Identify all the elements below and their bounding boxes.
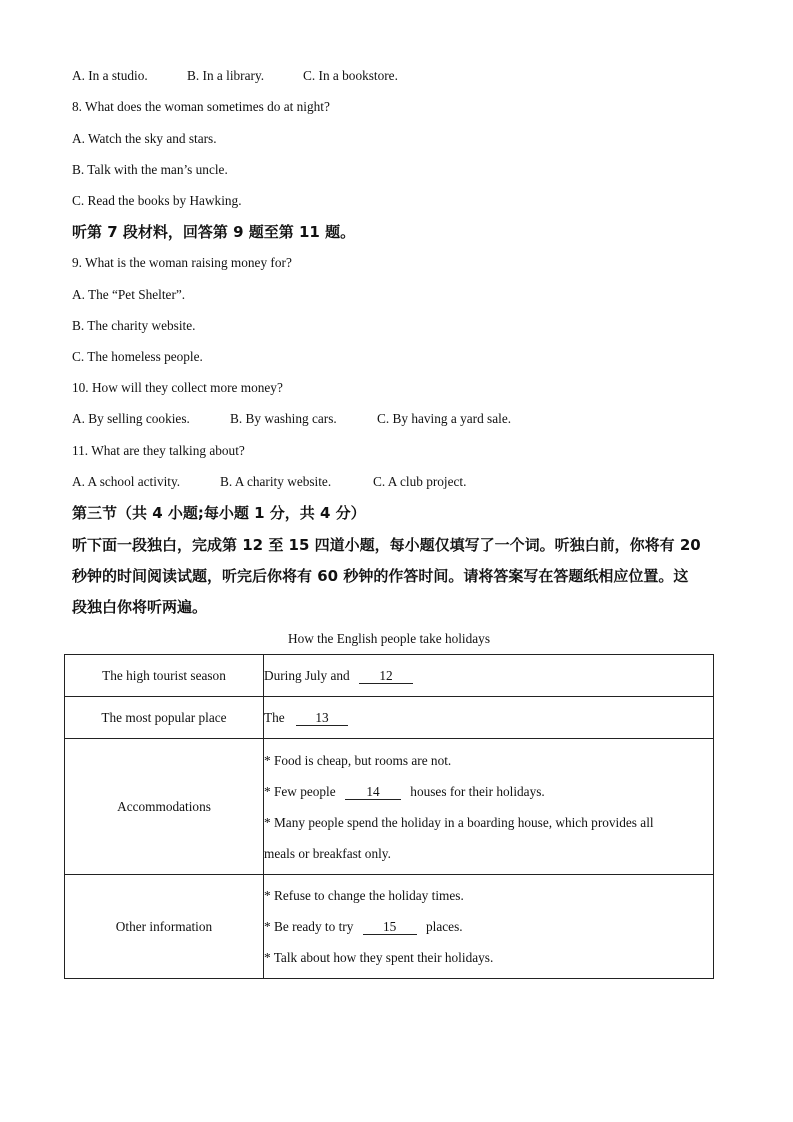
row-label: Accommodations <box>65 739 264 875</box>
row-content <box>264 697 714 739</box>
q10-option-c: C. By having a yard sale. <box>377 411 512 426</box>
q7-options <box>72 67 398 85</box>
q10-question: 10. How will they collect more money? <box>72 380 283 395</box>
row-label: The most popular place <box>65 697 264 739</box>
row-content <box>264 739 714 875</box>
q10-option-a: A. By selling cookies. <box>72 411 190 426</box>
content-line <box>264 911 713 942</box>
q8-option-b: B. Talk with the man’s uncle. <box>72 162 228 177</box>
part3-instruction-line-2: 秒钟的时间阅读试题，听完后你将有 60 秒钟的作答时间。请将答案写在答题纸相应位置。这 <box>72 567 689 585</box>
q8-option-c: C. Read the books by Hawking. <box>72 193 242 208</box>
q11-option-a: A. A school activity. <box>72 474 181 489</box>
content-line: * Many people spend the holiday in a boarding house, which provides all <box>264 814 654 830</box>
q10-option-b: B. By washing cars. <box>230 411 337 426</box>
table-row <box>65 655 714 697</box>
answer-blank-15: 15 <box>363 920 417 935</box>
content-line: * Refuse to change the holiday times. <box>264 888 464 903</box>
q11-options <box>72 473 466 491</box>
q8-question: 8. What does the woman sometimes do at night? <box>72 99 330 114</box>
q9-option-b: B. The charity website. <box>72 318 196 333</box>
line-prefix: * Few people <box>264 783 336 799</box>
q9-question: 9. What is the woman raising money for? <box>72 255 292 270</box>
content-line: * Talk about how they spent their holidays. <box>264 950 494 965</box>
table-row <box>65 875 714 979</box>
part3-heading: 第三节（共 4 小题;每小题 1 分，共 4 分） <box>72 504 366 522</box>
q11-question: 11. What are they talking about? <box>72 443 245 458</box>
q7-option-a: A. In a studio. <box>72 68 148 83</box>
section7-heading: 听第 7 段材料，回答第 9 题至第 11 题。 <box>72 223 356 241</box>
row-content <box>264 655 714 697</box>
line-suffix: houses for their holidays. <box>410 783 545 799</box>
content-line: * Food is cheap, but rooms are not. <box>264 752 452 768</box>
row-prefix: During July and <box>264 667 350 683</box>
table-title: How the English people take holidays <box>288 631 490 646</box>
answer-blank-12: 12 <box>359 669 413 684</box>
q8-option-a: A. Watch the sky and stars. <box>72 131 217 146</box>
line-prefix: * Be ready to try <box>264 919 354 934</box>
table-row <box>65 739 714 875</box>
table-row <box>65 697 714 739</box>
answer-blank-13: 13 <box>296 711 348 726</box>
q11-option-c: C. A club project. <box>373 474 467 489</box>
part3-instruction-line-1: 听下面一段独白，完成第 12 至 15 四道小题，每小题仅填写了一个词。听独白前，你将有 20 <box>72 536 701 554</box>
content-line <box>264 776 713 807</box>
part3-instruction-line-3: 段独白你将听两遍。 <box>72 598 208 616</box>
notes-table <box>64 654 714 979</box>
q9-option-c: C. The homeless people. <box>72 349 203 364</box>
q10-options <box>72 410 511 428</box>
answer-blank-14: 14 <box>345 785 401 800</box>
content-line: meals or breakfast only. <box>264 845 391 861</box>
row-prefix: The <box>264 709 285 725</box>
row-content <box>264 875 714 979</box>
row-label: The high tourist season <box>65 655 264 697</box>
line-suffix: places. <box>426 919 463 934</box>
q11-option-b: B. A charity website. <box>220 474 332 489</box>
q9-option-a: A. The “Pet Shelter”. <box>72 287 186 302</box>
row-label: Other information <box>65 875 264 979</box>
q7-option-c: C. In a bookstore. <box>303 68 398 83</box>
q7-option-b: B. In a library. <box>187 68 265 83</box>
